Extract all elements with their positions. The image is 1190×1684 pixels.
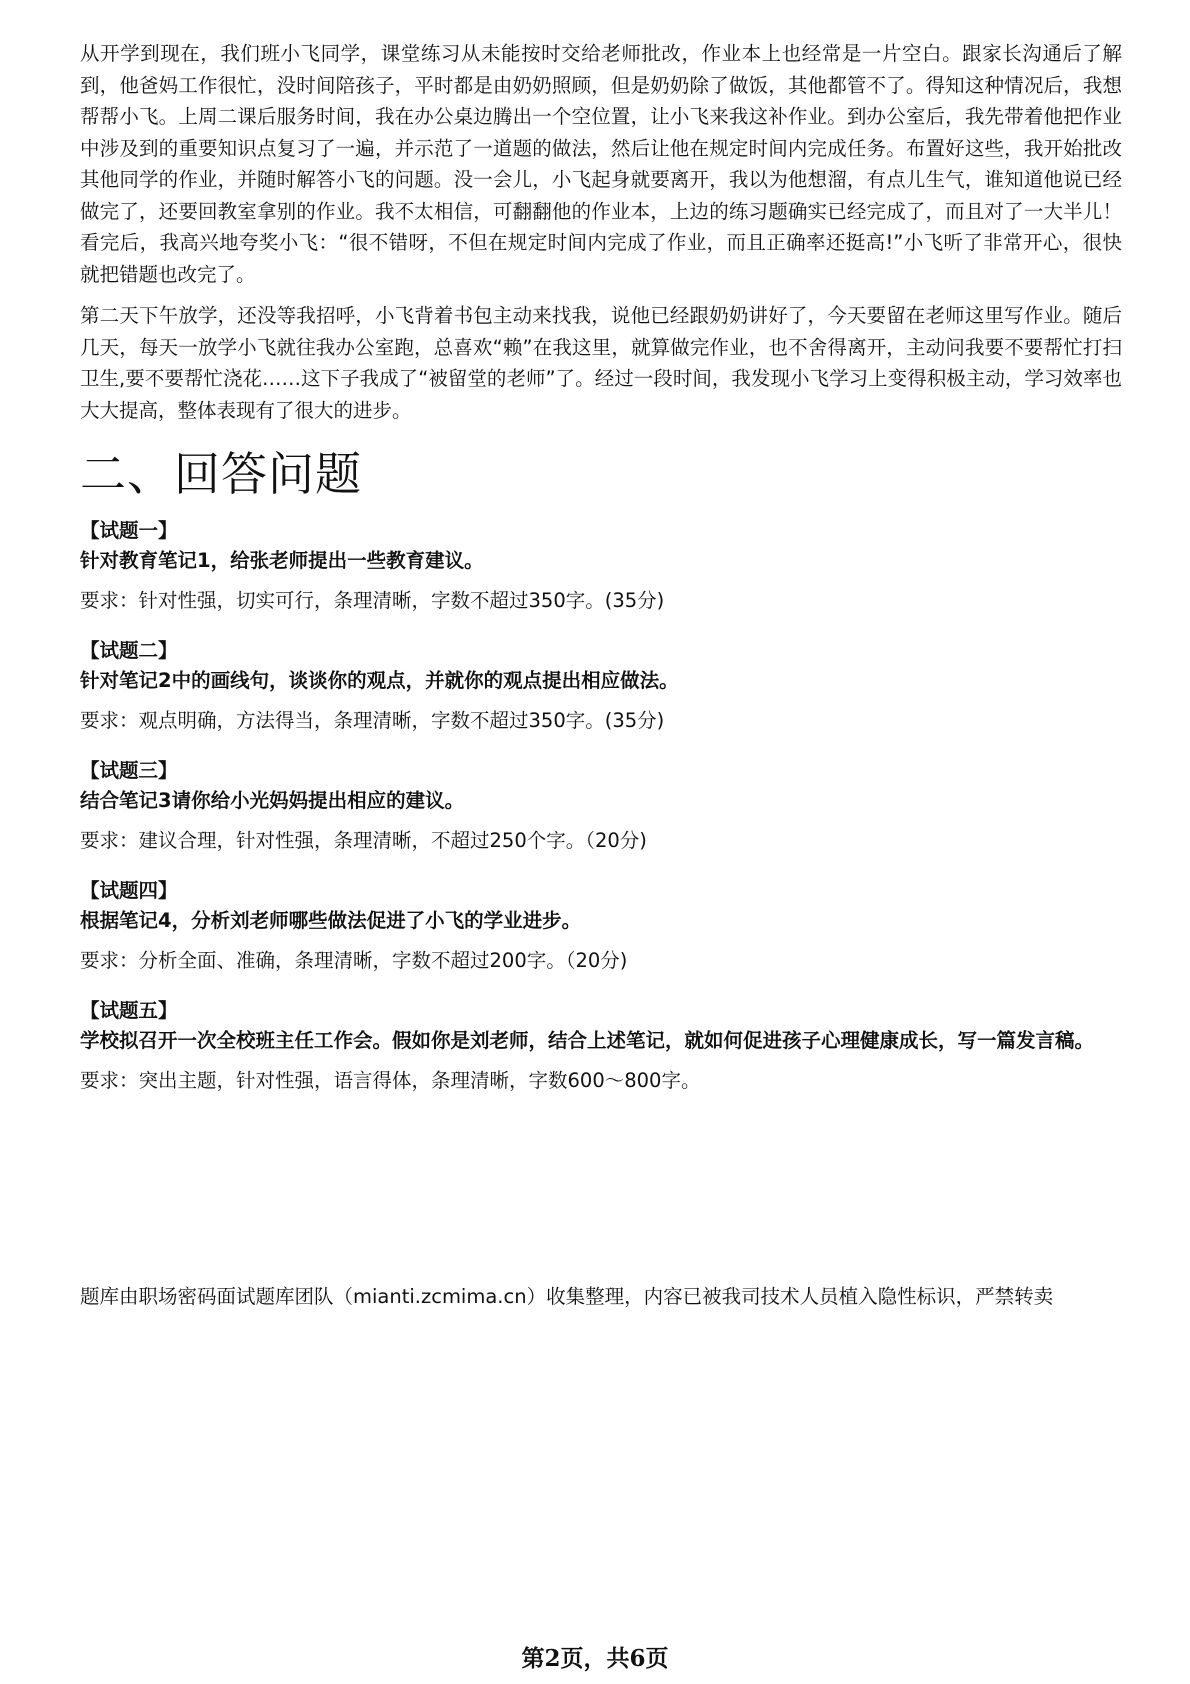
question-requirement: 要求：突出主题，针对性强，语言得体，条理清晰，字数600～800字。 xyxy=(80,1069,701,1092)
question-requirement: 要求：分析全面、准确，条理清晰，字数不超过200字。（20分) xyxy=(80,949,628,972)
question-requirement: 要求：建议合理，针对性强，条理清晰，不超过250个字。（20分) xyxy=(80,829,647,852)
question-label: 【试题三】 xyxy=(80,759,178,782)
question-3 xyxy=(80,756,1122,856)
question-text: 针对笔记2中的画线句，谈谈你的观点，并就你的观点提出相应做法。 xyxy=(80,669,679,692)
question-label: 【试题二】 xyxy=(80,639,178,662)
document-body xyxy=(80,38,1122,1116)
question-5 xyxy=(80,996,1122,1096)
question-requirement: 要求：针对性强，切实可行，条理清晰，字数不超过350字。(35分) xyxy=(80,589,665,612)
question-label: 【试题一】 xyxy=(80,519,178,542)
page-number: 第2页，共6页 xyxy=(521,1645,669,1672)
question-4 xyxy=(80,876,1122,976)
question-1 xyxy=(80,516,1122,616)
note-paragraph-1: 从开学到现在，我们班小飞同学，课堂练习从未能按时交给老师批改，作业本上也经常是一片空白。跟家长沟通后了解到，他爸妈工作很忙，没时间陪孩子，平时都是由奶奶照顾，但是奶奶除了做饭，其他都管不了。得知这种情况后，我想帮帮小飞。上周二课后服务时间，我在办公桌边腾出一个空位置，让小飞来我这补作业。到办公室后，我先带着他把作业中涉及到的重要知识点复习了一遍，并示范了一道题的做法，然后让他在规定时间内完成任务。布置好这些，我开始批改其他同学的作业，并随时解答小飞的问题。没一会儿，小飞起身就要离开，我以为他想溜，有点儿生气，谁知道他说已经做完了，还要回教室拿别的作业。我不太相信，可翻翻他的作业本，上边的练习题确实已经完成了，而且对了一大半儿！看完后，我高兴地夸奖小飞：“很不错呀，不但在规定时间内完成了作业，而且正确率还挺高!”小飞听了非常开心，很快就把错题也改完了。 xyxy=(80,42,1122,286)
section-title: 二、回答问题 xyxy=(80,447,362,501)
question-label: 【试题四】 xyxy=(80,879,178,902)
question-text: 根据笔记4，分析刘老师哪些做法促进了小飞的学业进步。 xyxy=(80,909,582,932)
question-text: 结合笔记3请你给小光妈妈提出相应的建议。 xyxy=(80,789,465,812)
question-text: 学校拟召开一次全校班主任工作会。假如你是刘老师，结合上述笔记，就如何促进孩子心理健康成长，写一篇发言稿。 xyxy=(80,1029,1095,1052)
question-2 xyxy=(80,636,1122,736)
question-label: 【试题五】 xyxy=(80,999,178,1022)
copyright-note: 题库由职场密码面试题库团队（mianti.zcmima.cn）收集整理，内容已被我司技术人员植入隐性标识，严禁转卖 xyxy=(80,1285,1054,1308)
question-requirement: 要求：观点明确，方法得当，条理清晰，字数不超过350字。(35分) xyxy=(80,709,665,732)
question-text: 针对教育笔记1，给张老师提出一些教育建议。 xyxy=(80,549,484,572)
note-paragraph-2: 第二天下午放学，还没等我招呼，小飞背着书包主动来找我，说他已经跟奶奶讲好了，今天要留在老师这里写作业。随后几天，每天一放学小飞就往我办公室跑，总喜欢“赖”在我这里，就算做完作业，也不舍得离开，主动问我要不要帮忙打扫卫生,要不要帮忙浇花……这下子我成了“被留堂的老师”了。经过一段时间，我发现小飞学习上变得积极主动，学习效率也大大提高，整体表现有了很大的进步。 xyxy=(80,304,1122,422)
